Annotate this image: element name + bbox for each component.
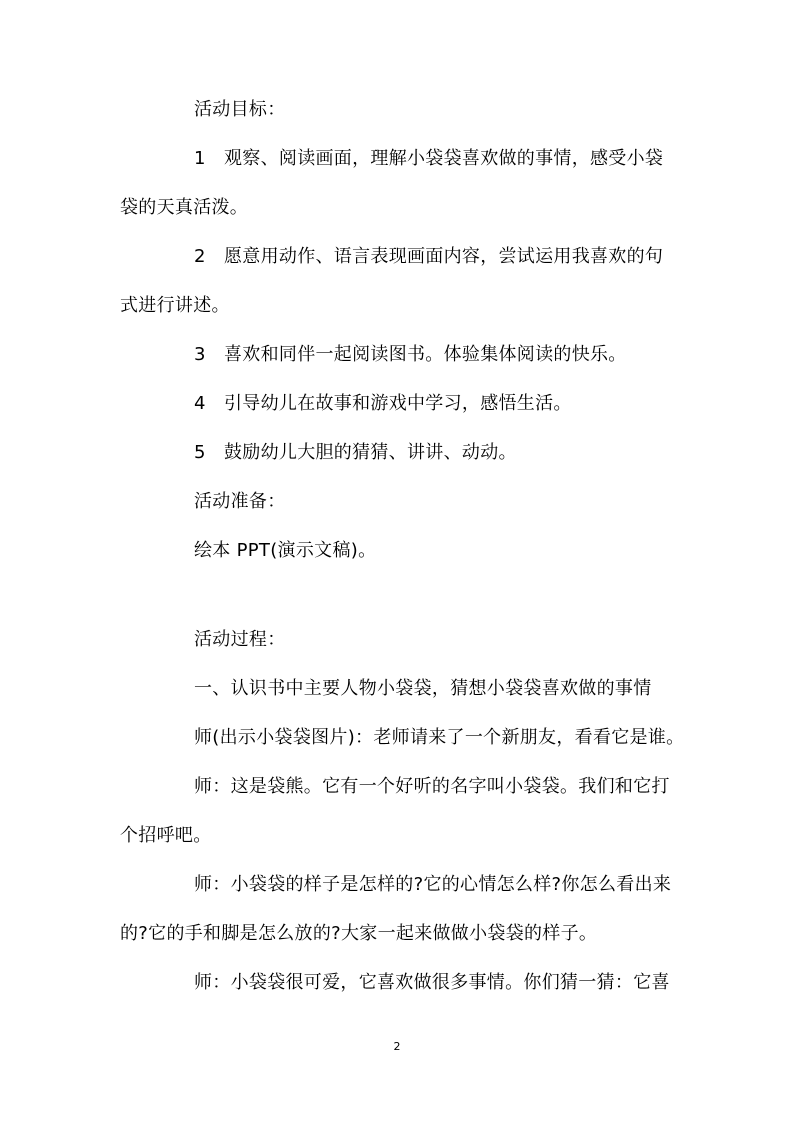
process-paragraph-1: 一、认识书中主要人物小袋袋，猜想小袋袋喜欢做的事情 bbox=[194, 678, 652, 699]
prep-heading: 活动准备： bbox=[194, 491, 286, 512]
goal-text: 引导幼儿在故事和游戏中学习，感悟生活。 bbox=[224, 393, 572, 414]
goal-number: 1 bbox=[194, 148, 206, 169]
goal-text: 观察、阅读画面，理解小袋袋喜欢做的事情，感受小袋 bbox=[224, 148, 664, 169]
goal-item-1-continuation: 袋的天真活泼。 bbox=[120, 197, 249, 218]
goal-text: 鼓励幼儿大胆的猜猜、讲讲、动动。 bbox=[224, 442, 517, 463]
process-paragraph-3-continuation: 个招呼吧。 bbox=[120, 825, 212, 846]
goal-item-4 bbox=[194, 392, 572, 416]
process-heading: 活动过程： bbox=[194, 629, 286, 650]
goal-number: 4 bbox=[194, 393, 206, 414]
process-paragraph-5: 师：小袋袋很可爱，它喜欢做很多事情。你们猜一猜：它喜 bbox=[194, 972, 670, 993]
page-number: 2 bbox=[393, 1040, 401, 1053]
goal-number: 5 bbox=[194, 442, 206, 463]
prep-text: 绘本 PPT(演示文稿)。 bbox=[194, 540, 377, 561]
goal-text: 愿意用动作、语言表现画面内容，尝试运用我喜欢的句 bbox=[224, 246, 664, 267]
process-paragraph-2: 师(出示小袋袋图片)：老师请来了一个新朋友，看看它是谁。 bbox=[194, 727, 685, 748]
goal-item-2 bbox=[194, 245, 663, 269]
process-paragraph-4-continuation: 的?它的手和脚是怎么放的?大家一起来做做小袋袋的样子。 bbox=[120, 923, 598, 944]
process-paragraph-3: 师：这是袋熊。它有一个好听的名字叫小袋袋。我们和它打 bbox=[194, 776, 670, 797]
goal-item-3 bbox=[194, 343, 627, 367]
goal-number: 2 bbox=[194, 246, 206, 267]
process-paragraph-4: 师：小袋袋的样子是怎样的?它的心情怎么样?你怎么看出来 bbox=[194, 874, 672, 895]
goal-text: 喜欢和同伴一起阅读图书。体验集体阅读的快乐。 bbox=[224, 344, 627, 365]
goal-number: 3 bbox=[194, 344, 206, 365]
goal-item-2-continuation: 式进行讲述。 bbox=[120, 295, 230, 316]
goal-item-5 bbox=[194, 441, 517, 465]
goals-heading: 活动目标： bbox=[194, 99, 286, 120]
goal-item-1 bbox=[194, 147, 663, 171]
